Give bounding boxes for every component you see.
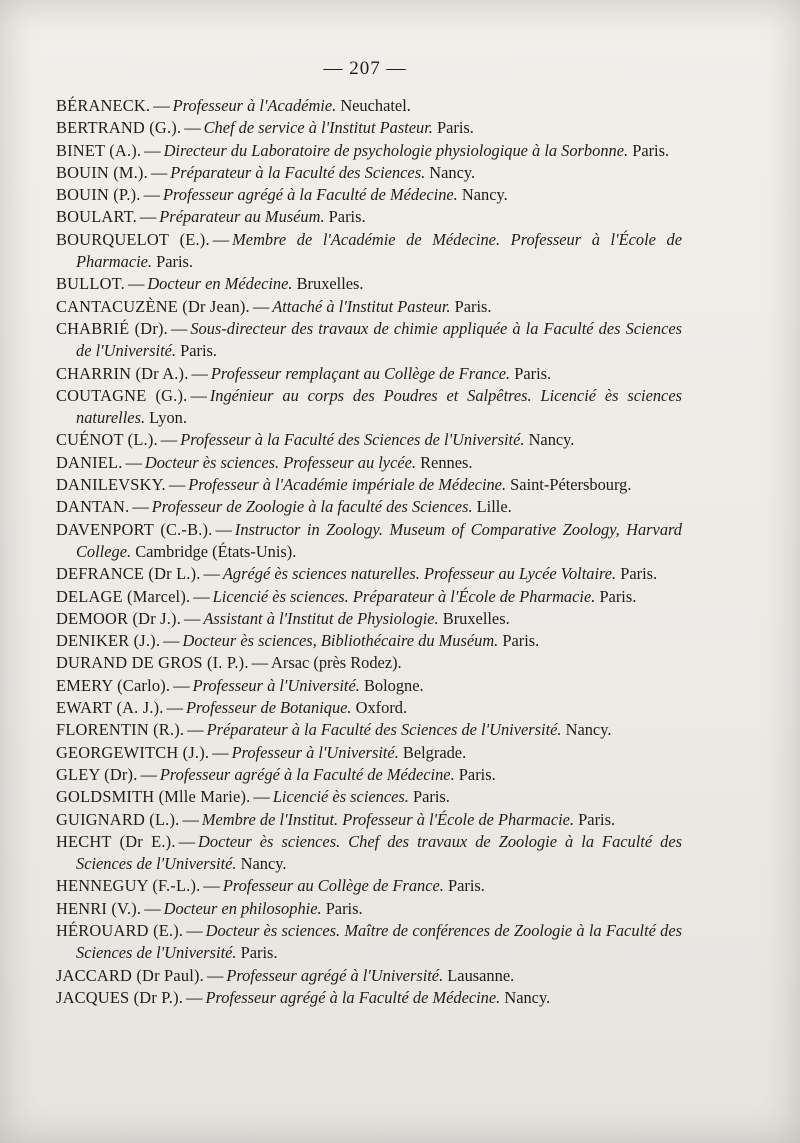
dash-separator: — [178, 831, 196, 851]
member-location: Paris. [458, 764, 496, 784]
member-location: Bruxelles. [296, 274, 364, 294]
member-location: Bruxelles. [442, 608, 510, 628]
member-name: DEMOOR (Dr J.). [56, 608, 182, 628]
member-name: GUIGNARD (L.). [56, 809, 180, 829]
member-name: CANTACUZÈNE (Dr Jean). [56, 296, 250, 316]
member-name: FLORENTIN (R.). [56, 720, 185, 740]
list-item [56, 117, 682, 139]
member-location: Rennes. [420, 452, 473, 472]
list-item [56, 318, 682, 363]
member-title: Professeur remplaçant au Collège de France. [210, 363, 511, 383]
member-title: Sous-directeur des travaux de chimie appliquée à la Faculté des Sciences de l'Université. [76, 318, 683, 361]
member-location: Nancy. [504, 987, 551, 1007]
member-title: Professeur agrégé à la Faculté de Médecine. [159, 764, 455, 784]
member-name: BULLOT. [56, 274, 125, 294]
list-item [56, 809, 682, 831]
member-title: Préparateur au Muséum. [159, 207, 325, 227]
dash-separator: — [127, 274, 145, 294]
member-location: Lyon. [149, 408, 187, 428]
dash-separator: — [125, 452, 142, 472]
member-name: HECHT (Dr E.). [56, 831, 176, 851]
member-title: Professeur à la Faculté des Sciences de l'Université. [180, 430, 525, 450]
dash-separator: — [160, 430, 178, 450]
member-name: HENNEGUY (F.-L.). [56, 876, 201, 896]
member-name: BÉRANECK. [56, 96, 151, 115]
list-item [56, 987, 682, 1009]
list-item [56, 630, 682, 652]
member-name: BOUIN (P.). [56, 185, 141, 205]
member-title: Professeur de Botanique. [185, 698, 352, 718]
dash-separator: — [212, 229, 230, 249]
dash-separator: — [182, 809, 199, 829]
member-title: Instructor in Zoology. Museum of Comparative Zoology, Harvard College. [76, 519, 682, 561]
member-name: BOURQUELOT (E.). [56, 229, 210, 249]
list-item [56, 95, 682, 117]
list-item [56, 719, 682, 741]
list-item [56, 363, 682, 385]
member-title: Professeur à l'Université. [192, 675, 360, 695]
dash-separator: — [139, 207, 157, 227]
member-name: HÉROUARD (E.). [56, 920, 184, 940]
list-item [56, 563, 682, 585]
list-item [56, 675, 682, 697]
list-item [56, 898, 682, 920]
member-title: Directeur du Laboratoire de psychologie physiologique à la Sorbonne. [163, 140, 629, 160]
member-location: Paris. [156, 252, 194, 272]
member-name: CHABRIÉ (Dr). [56, 318, 168, 338]
list-item [56, 764, 682, 786]
dash-separator: — [153, 96, 170, 115]
dash-separator: — [203, 876, 220, 896]
list-item [56, 229, 682, 274]
member-location: Nancy. [528, 430, 575, 450]
member-location: Paris. [240, 943, 278, 963]
list-item [56, 519, 682, 564]
dash-separator: — [186, 920, 203, 940]
dash-separator: — [143, 185, 160, 205]
member-location: Oxford. [355, 698, 408, 718]
dash-separator: — [186, 987, 203, 1007]
member-location: Nancy. [565, 720, 612, 740]
member-location: Paris. [413, 787, 450, 807]
member-title: Chef de service à l'Institut Pasteur. [203, 118, 433, 138]
member-name: BOULART. [56, 207, 137, 227]
dash-separator: — [193, 586, 210, 606]
member-location: Paris. [502, 631, 540, 651]
member-title: Licencié ès sciences. [272, 787, 409, 807]
list-item [56, 920, 682, 965]
dash-separator: — [191, 363, 208, 383]
member-name: DURAND DE GROS (I. P.). [56, 653, 249, 673]
member-location: Paris. [448, 876, 485, 896]
member-list [56, 95, 682, 1009]
member-title: Docteur ès sciences. Professeur au lycée. [144, 452, 417, 472]
dash-separator: — [184, 118, 201, 138]
list-item [56, 608, 682, 630]
member-name: DANILEVSKY. [56, 475, 166, 495]
member-name: COUTAGNE (G.). [56, 385, 188, 405]
member-name: DANTAN. [56, 497, 130, 517]
member-name: BOUIN (M.). [56, 162, 148, 182]
list-item [56, 875, 682, 897]
member-location: Lausanne. [447, 965, 515, 985]
list-item [56, 697, 682, 719]
member-title: Préparateur à la Faculté des Sciences de l'Université. [206, 720, 562, 740]
member-title: Assistant à l'Institut de Physiologie. [203, 608, 439, 628]
list-item [56, 652, 682, 674]
member-name: GOLDSMITH (Mlle Marie). [56, 787, 251, 807]
member-name: CHARRIN (Dr A.). [56, 363, 189, 383]
dash-separator: — [144, 140, 161, 160]
member-location: Neuchatel. [340, 96, 411, 115]
member-location: Belgrade. [402, 742, 467, 762]
member-name: DENIKER (J.). [56, 631, 161, 651]
dash-separator: — [166, 698, 183, 718]
member-name: DAVENPORT (C.-B.). [56, 519, 213, 539]
member-name: GLEY (Dr). [56, 764, 138, 784]
member-title: Membre de l'Académie de Médecine. Professeur à l'École de Pharmacie. [76, 229, 682, 272]
dash-separator: — [215, 519, 232, 539]
dash-separator: — [187, 720, 204, 740]
dash-separator: — [212, 742, 229, 762]
member-location: Paris. [632, 140, 670, 160]
list-item [56, 452, 682, 474]
member-title: Préparateur à la Faculté des Sciences. [170, 162, 426, 182]
dash-separator: — [190, 385, 207, 405]
list-item [56, 586, 682, 608]
list-item [56, 385, 682, 430]
member-title: Professeur agrégé à la Faculté de Médecine. [163, 185, 458, 205]
list-item [56, 965, 682, 987]
member-title: Professeur agrégé à l'Université. [226, 965, 444, 985]
member-title: Professeur à l'Académie impériale de Médecine. [188, 475, 507, 495]
member-name: GEORGEWITCH (J.). [56, 742, 210, 762]
dash-separator: — [132, 497, 149, 517]
member-location: Saint-Pétersbourg. [510, 475, 632, 495]
dash-separator: — [170, 318, 188, 338]
member-title: Professeur au Collège de France. [222, 876, 444, 896]
list-item [56, 429, 682, 451]
member-title: Professeur à l'Académie. [172, 96, 337, 115]
member-title: Professeur à l'Université. [231, 742, 399, 762]
member-name: JACQUES (Dr P.). [56, 987, 184, 1007]
member-name: EMERY (Carlo). [56, 675, 171, 695]
list-item [56, 273, 682, 295]
member-name: CUÉNOT (L.). [56, 430, 158, 450]
member-title: Professeur agrégé à la Faculté de Médecine. [205, 987, 501, 1007]
member-name: JACCARD (Dr Paul). [56, 965, 204, 985]
member-name: BINET (A.). [56, 140, 142, 160]
list-item [56, 474, 682, 496]
list-item [56, 831, 682, 876]
member-title: Docteur en Médecine. [147, 274, 293, 294]
member-location: Paris. [620, 564, 658, 584]
list-item [56, 742, 682, 764]
member-location: Nancy. [240, 854, 287, 874]
member-title: Membre de l'Institut. Professeur à l'École de Pharmacie. [201, 809, 575, 829]
list-item [56, 786, 682, 808]
member-location: Nancy. [429, 162, 476, 182]
dash-separator: — [144, 898, 161, 918]
member-title: Docteur ès sciences, Bibliothécaire du Muséum. [182, 631, 499, 651]
list-item [56, 184, 682, 206]
dash-separator: — [253, 787, 270, 807]
page-number: — 207 — [323, 58, 407, 79]
member-title: Docteur ès sciences. Maître de conférences de Zoologie à la Faculté des Sciences de l'Université. [76, 920, 682, 963]
member-name: DANIEL. [56, 452, 123, 472]
member-title: Licencié ès sciences. Préparateur à l'École de Pharmacie. [212, 586, 596, 606]
member-location: Paris. [578, 809, 616, 829]
dash-separator: — [173, 675, 190, 695]
member-name: DELAGE (Marcel). [56, 586, 191, 606]
member-name: HENRI (V.). [56, 898, 142, 918]
dash-separator: — [206, 965, 224, 985]
member-location: Paris. [328, 207, 366, 227]
member-location: Arsac (près Rodez). [271, 653, 402, 673]
member-location: Paris. [454, 296, 492, 316]
dash-separator: — [203, 564, 220, 584]
member-location: Paris. [325, 898, 363, 918]
member-location: Paris. [514, 363, 552, 383]
member-location: Nancy. [461, 185, 508, 205]
member-title: Professeur de Zoologie à la faculté des Sciences. [151, 497, 473, 517]
dash-separator: — [168, 475, 186, 495]
member-name: DEFRANCE (Dr L.). [56, 564, 201, 584]
member-title: Ingénieur au corps des Poudres et Salpêtres. Licencié ès sciences naturelles. [76, 385, 682, 428]
list-item [56, 162, 682, 184]
member-location: Paris. [180, 341, 218, 361]
dash-separator: — [184, 608, 201, 628]
dash-separator: — [252, 296, 270, 316]
member-location: Paris. [437, 118, 474, 138]
list-item [56, 206, 682, 228]
member-location: Bologne. [363, 675, 424, 695]
list-item [56, 496, 682, 518]
member-title: Docteur ès sciences. Chef des travaux de Zoologie à la Faculté des Sciences de l'Université. [76, 831, 683, 874]
dash-separator: — [251, 653, 269, 673]
list-item [56, 296, 682, 318]
member-name: EWART (A. J.). [56, 698, 164, 718]
member-title: Agrégé ès sciences naturelles. Professeur au Lycée Voltaire. [222, 564, 617, 584]
member-name: BERTRAND (G.). [56, 118, 182, 138]
dash-separator: — [163, 631, 180, 651]
member-title: Docteur en philosophie. [163, 898, 322, 918]
member-location: Lille. [476, 497, 512, 517]
list-item [56, 140, 682, 162]
member-location: Paris. [599, 586, 637, 606]
member-location: Cambridge (États-Unis). [135, 541, 297, 561]
dash-separator: — [150, 162, 168, 182]
dash-separator: — [140, 764, 157, 784]
member-title: Attaché à l'Institut Pasteur. [272, 296, 451, 316]
